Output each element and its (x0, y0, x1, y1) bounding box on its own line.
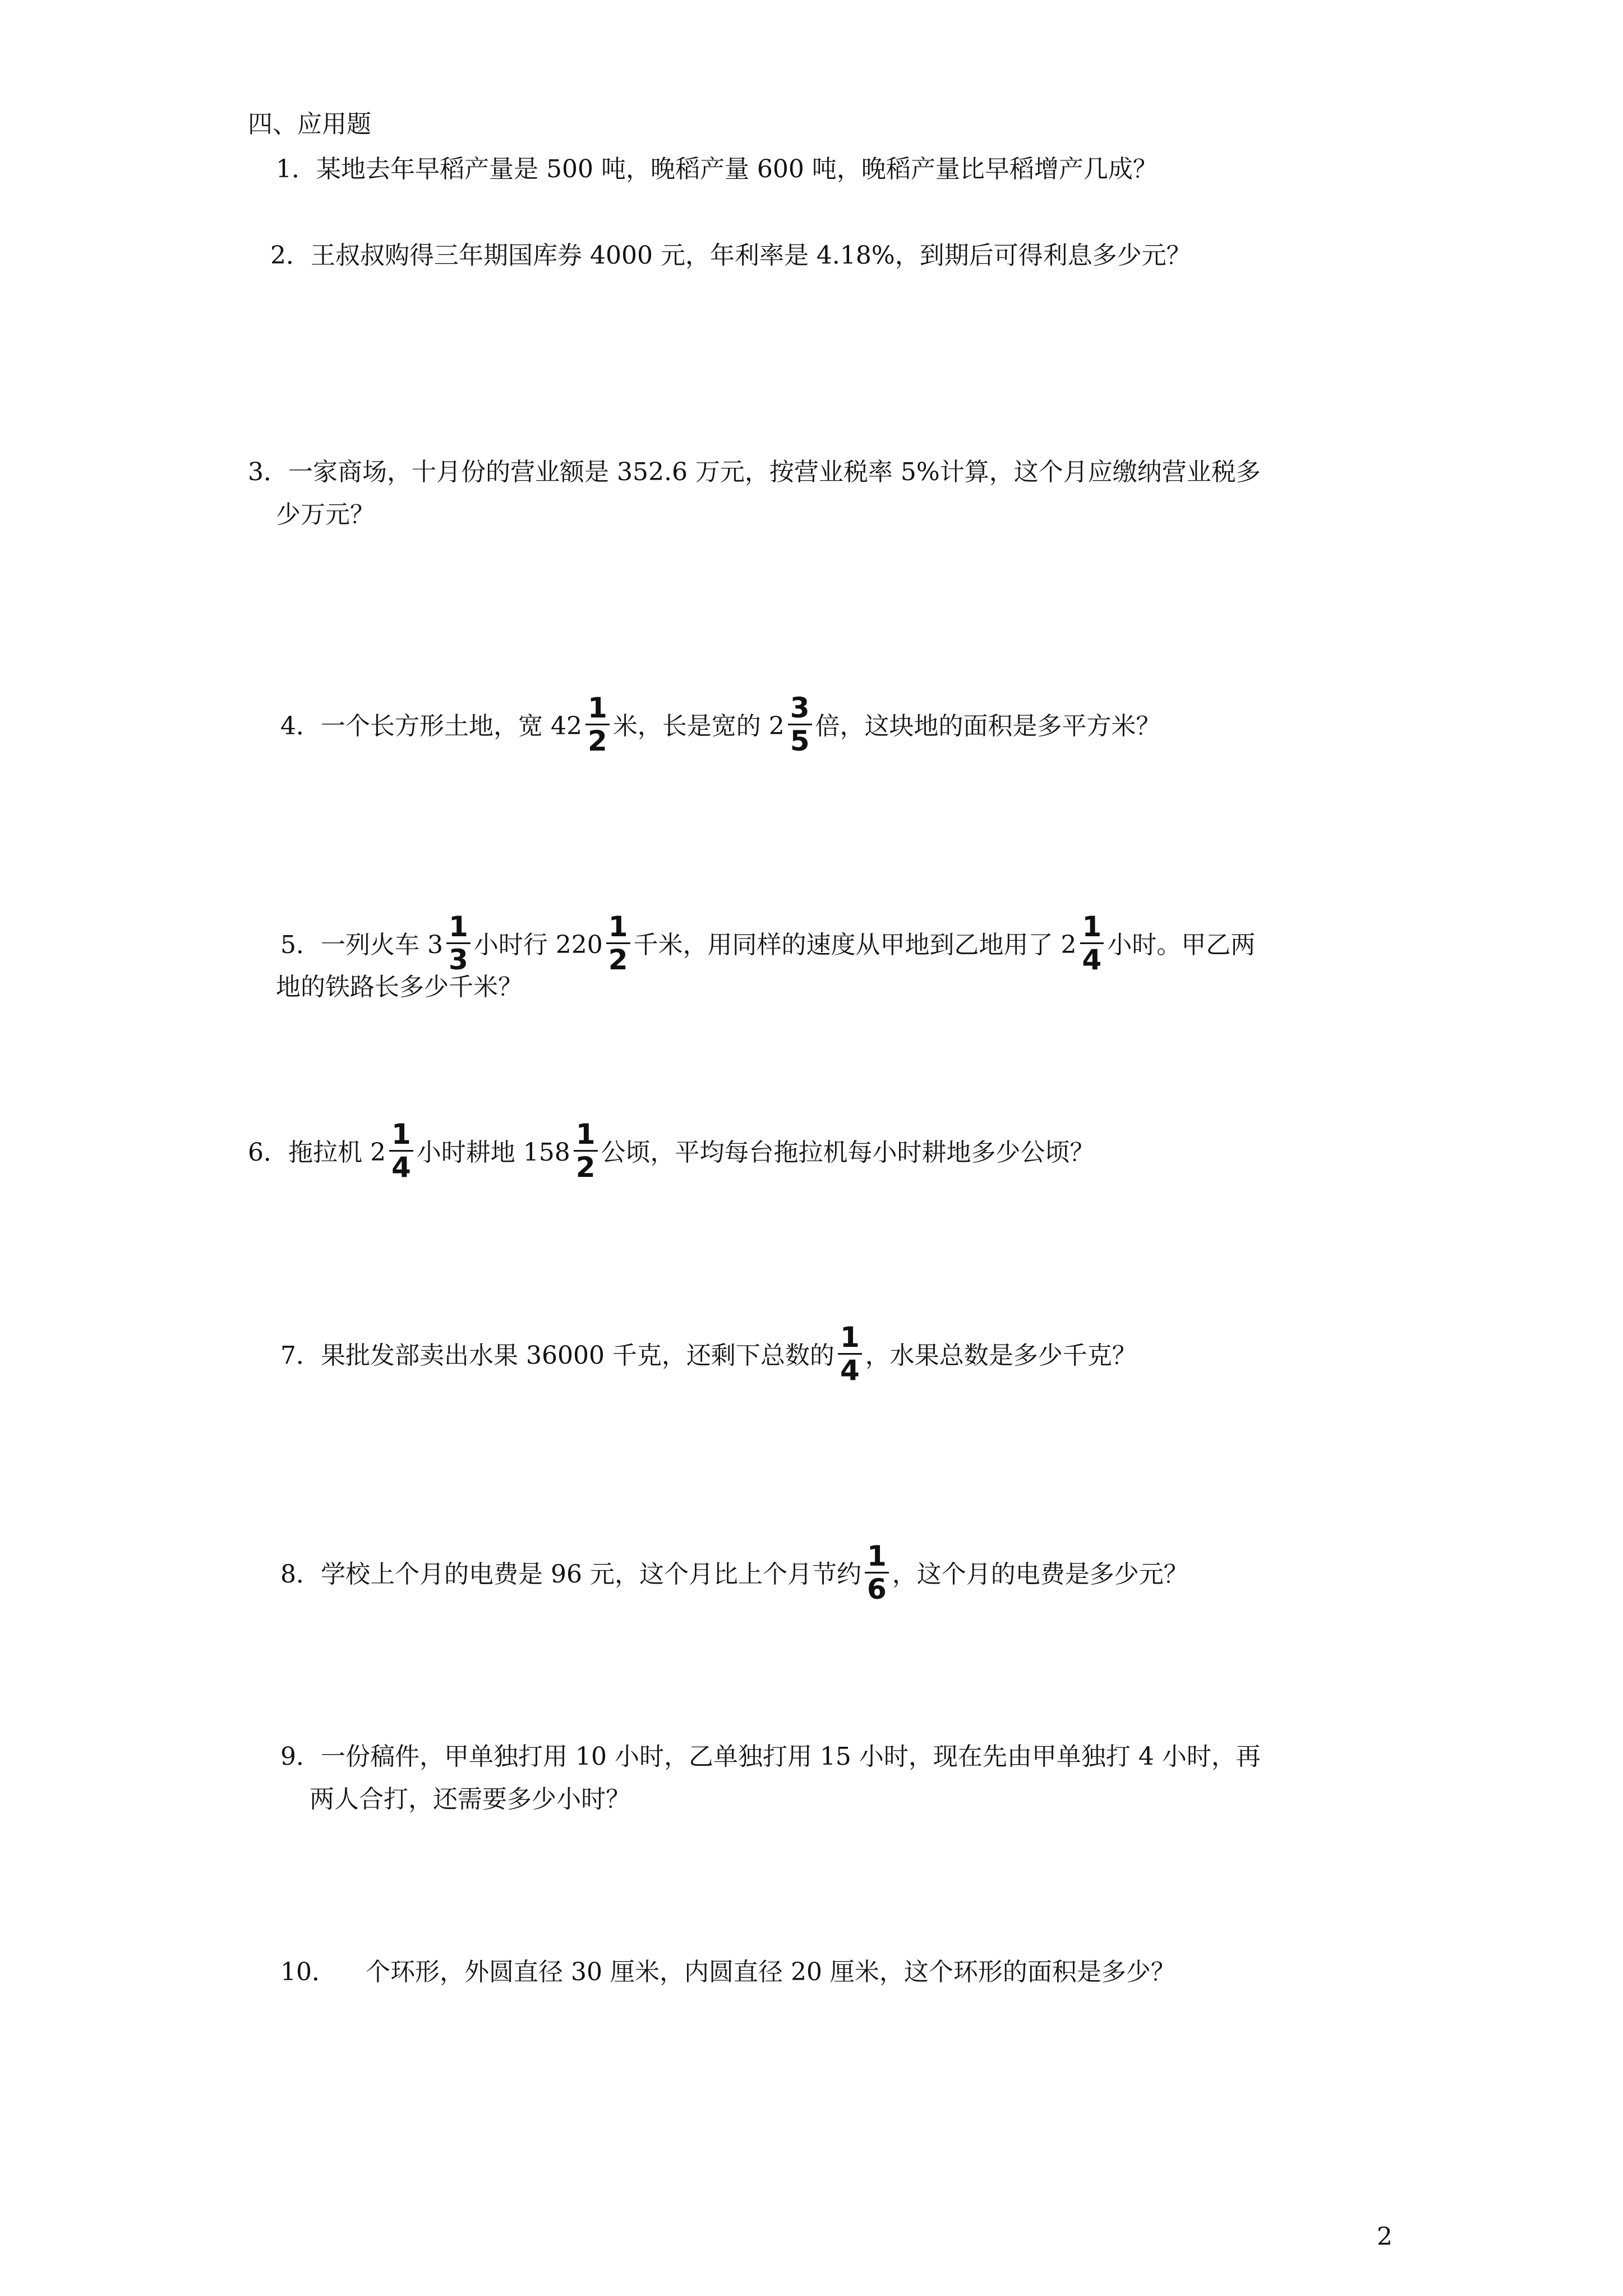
fraction-numerator: 3 (788, 692, 812, 725)
question-5-text-d: 小时。甲乙两 (1107, 931, 1256, 959)
fraction-denominator: 5 (790, 725, 810, 757)
fraction-denominator: 4 (391, 1151, 411, 1184)
fraction (389, 1119, 413, 1183)
question-5-text-b: 小时行 220 (473, 931, 603, 959)
fraction-denominator: 4 (840, 1354, 860, 1387)
fraction-numerator: 1 (865, 1540, 889, 1573)
fraction (574, 1119, 598, 1183)
section-title: 四、应用题 (248, 110, 371, 139)
question-5-line-2 (276, 970, 523, 1004)
question-2-text: 2．王叔叔购得三年期国库券 4000 元，年利率是 4.18%，到期后可得利息多少元？ (270, 241, 1191, 270)
question-4-text-c: 倍，这块地的面积是多平方米？ (815, 712, 1161, 740)
question-9-text-cont: 两人合打，还需要多少小时？ (310, 1785, 630, 1814)
fraction-numerator: 1 (606, 911, 630, 944)
fraction-numerator: 1 (1080, 911, 1104, 944)
question-4 (280, 692, 1161, 760)
fraction (585, 692, 610, 757)
page-number: 2 (1377, 2223, 1393, 2251)
fraction-denominator: 2 (575, 1151, 596, 1184)
question-2 (270, 239, 1191, 273)
fraction-denominator: 6 (866, 1573, 887, 1605)
question-7 (280, 1321, 1137, 1389)
fraction-denominator: 4 (1082, 944, 1102, 976)
question-6-text-b: 小时耕地 158 (416, 1138, 570, 1167)
fraction (446, 911, 471, 976)
question-10-number: 10． (280, 1958, 336, 1986)
fraction-numerator: 1 (446, 911, 471, 944)
question-9-line-1 (280, 1740, 1261, 1774)
question-8-text-a: 8．学校上个月的电费是 96 元，这个月比上个月节约 (280, 1560, 861, 1589)
question-3-line-2 (276, 498, 375, 532)
question-4-text-b: 米，长是宽的 2 (612, 712, 785, 740)
fraction-numerator: 1 (574, 1119, 598, 1152)
fraction (838, 1322, 862, 1386)
fraction (1080, 911, 1104, 976)
question-5-text-e: 地的铁路长多少千米？ (276, 973, 523, 1001)
fraction (606, 911, 630, 976)
fraction (788, 692, 812, 757)
question-10-text: 个环形，外圆直径 30 厘米，内圆直径 20 厘米，这个环形的面积是多少？ (366, 1958, 1175, 1986)
question-4-text-a: 4．一个长方形土地，宽 42 (280, 712, 582, 740)
question-8 (280, 1540, 1188, 1608)
fraction (865, 1540, 889, 1605)
question-3-line-1 (248, 455, 1261, 489)
fraction-denominator: 2 (608, 944, 628, 976)
question-10 (280, 1955, 1175, 1989)
question-7-text-b: ，水果总数是多少千克？ (865, 1341, 1137, 1370)
question-5-line-1 (280, 910, 1256, 979)
question-9-line-2 (310, 1783, 630, 1816)
fraction-numerator: 1 (389, 1119, 413, 1152)
question-6-text-c: 公顷，平均每台拖拉机每小时耕地多少公顷？ (601, 1138, 1095, 1167)
fraction-denominator: 2 (587, 725, 607, 757)
question-6-text-a: 6．拖拉机 2 (248, 1138, 386, 1167)
question-3-text: 3．一家商场，十月份的营业额是 352.6 万元，按营业税率 5%计算，这个月应缴纳营业税多 (248, 458, 1261, 486)
question-5-text-a: 5．一列火车 3 (280, 931, 443, 959)
question-9-text: 9．一份稿件，甲单独打用 10 小时，乙单独打用 15 小时，现在先由甲单独打 4 小时，再 (280, 1742, 1261, 1771)
fraction-denominator: 3 (448, 944, 468, 976)
question-8-text-b: ，这个月的电费是多少元？ (892, 1560, 1188, 1589)
question-1-text: 1．某地去年早稻产量是 500 吨，晚稻产量 600 吨，晚稻产量比早稻增产几成？ (276, 155, 1158, 183)
fraction-numerator: 1 (838, 1322, 862, 1355)
question-1 (276, 153, 1158, 186)
question-6 (248, 1118, 1095, 1186)
question-3-text-cont: 少万元？ (276, 500, 375, 529)
question-5-text-c: 千米，用同样的速度从甲地到乙地用了 2 (633, 931, 1077, 959)
fraction-numerator: 1 (585, 692, 610, 725)
question-7-text-a: 7．果批发部卖出水果 36000 千克，还剩下总数的 (280, 1341, 834, 1370)
